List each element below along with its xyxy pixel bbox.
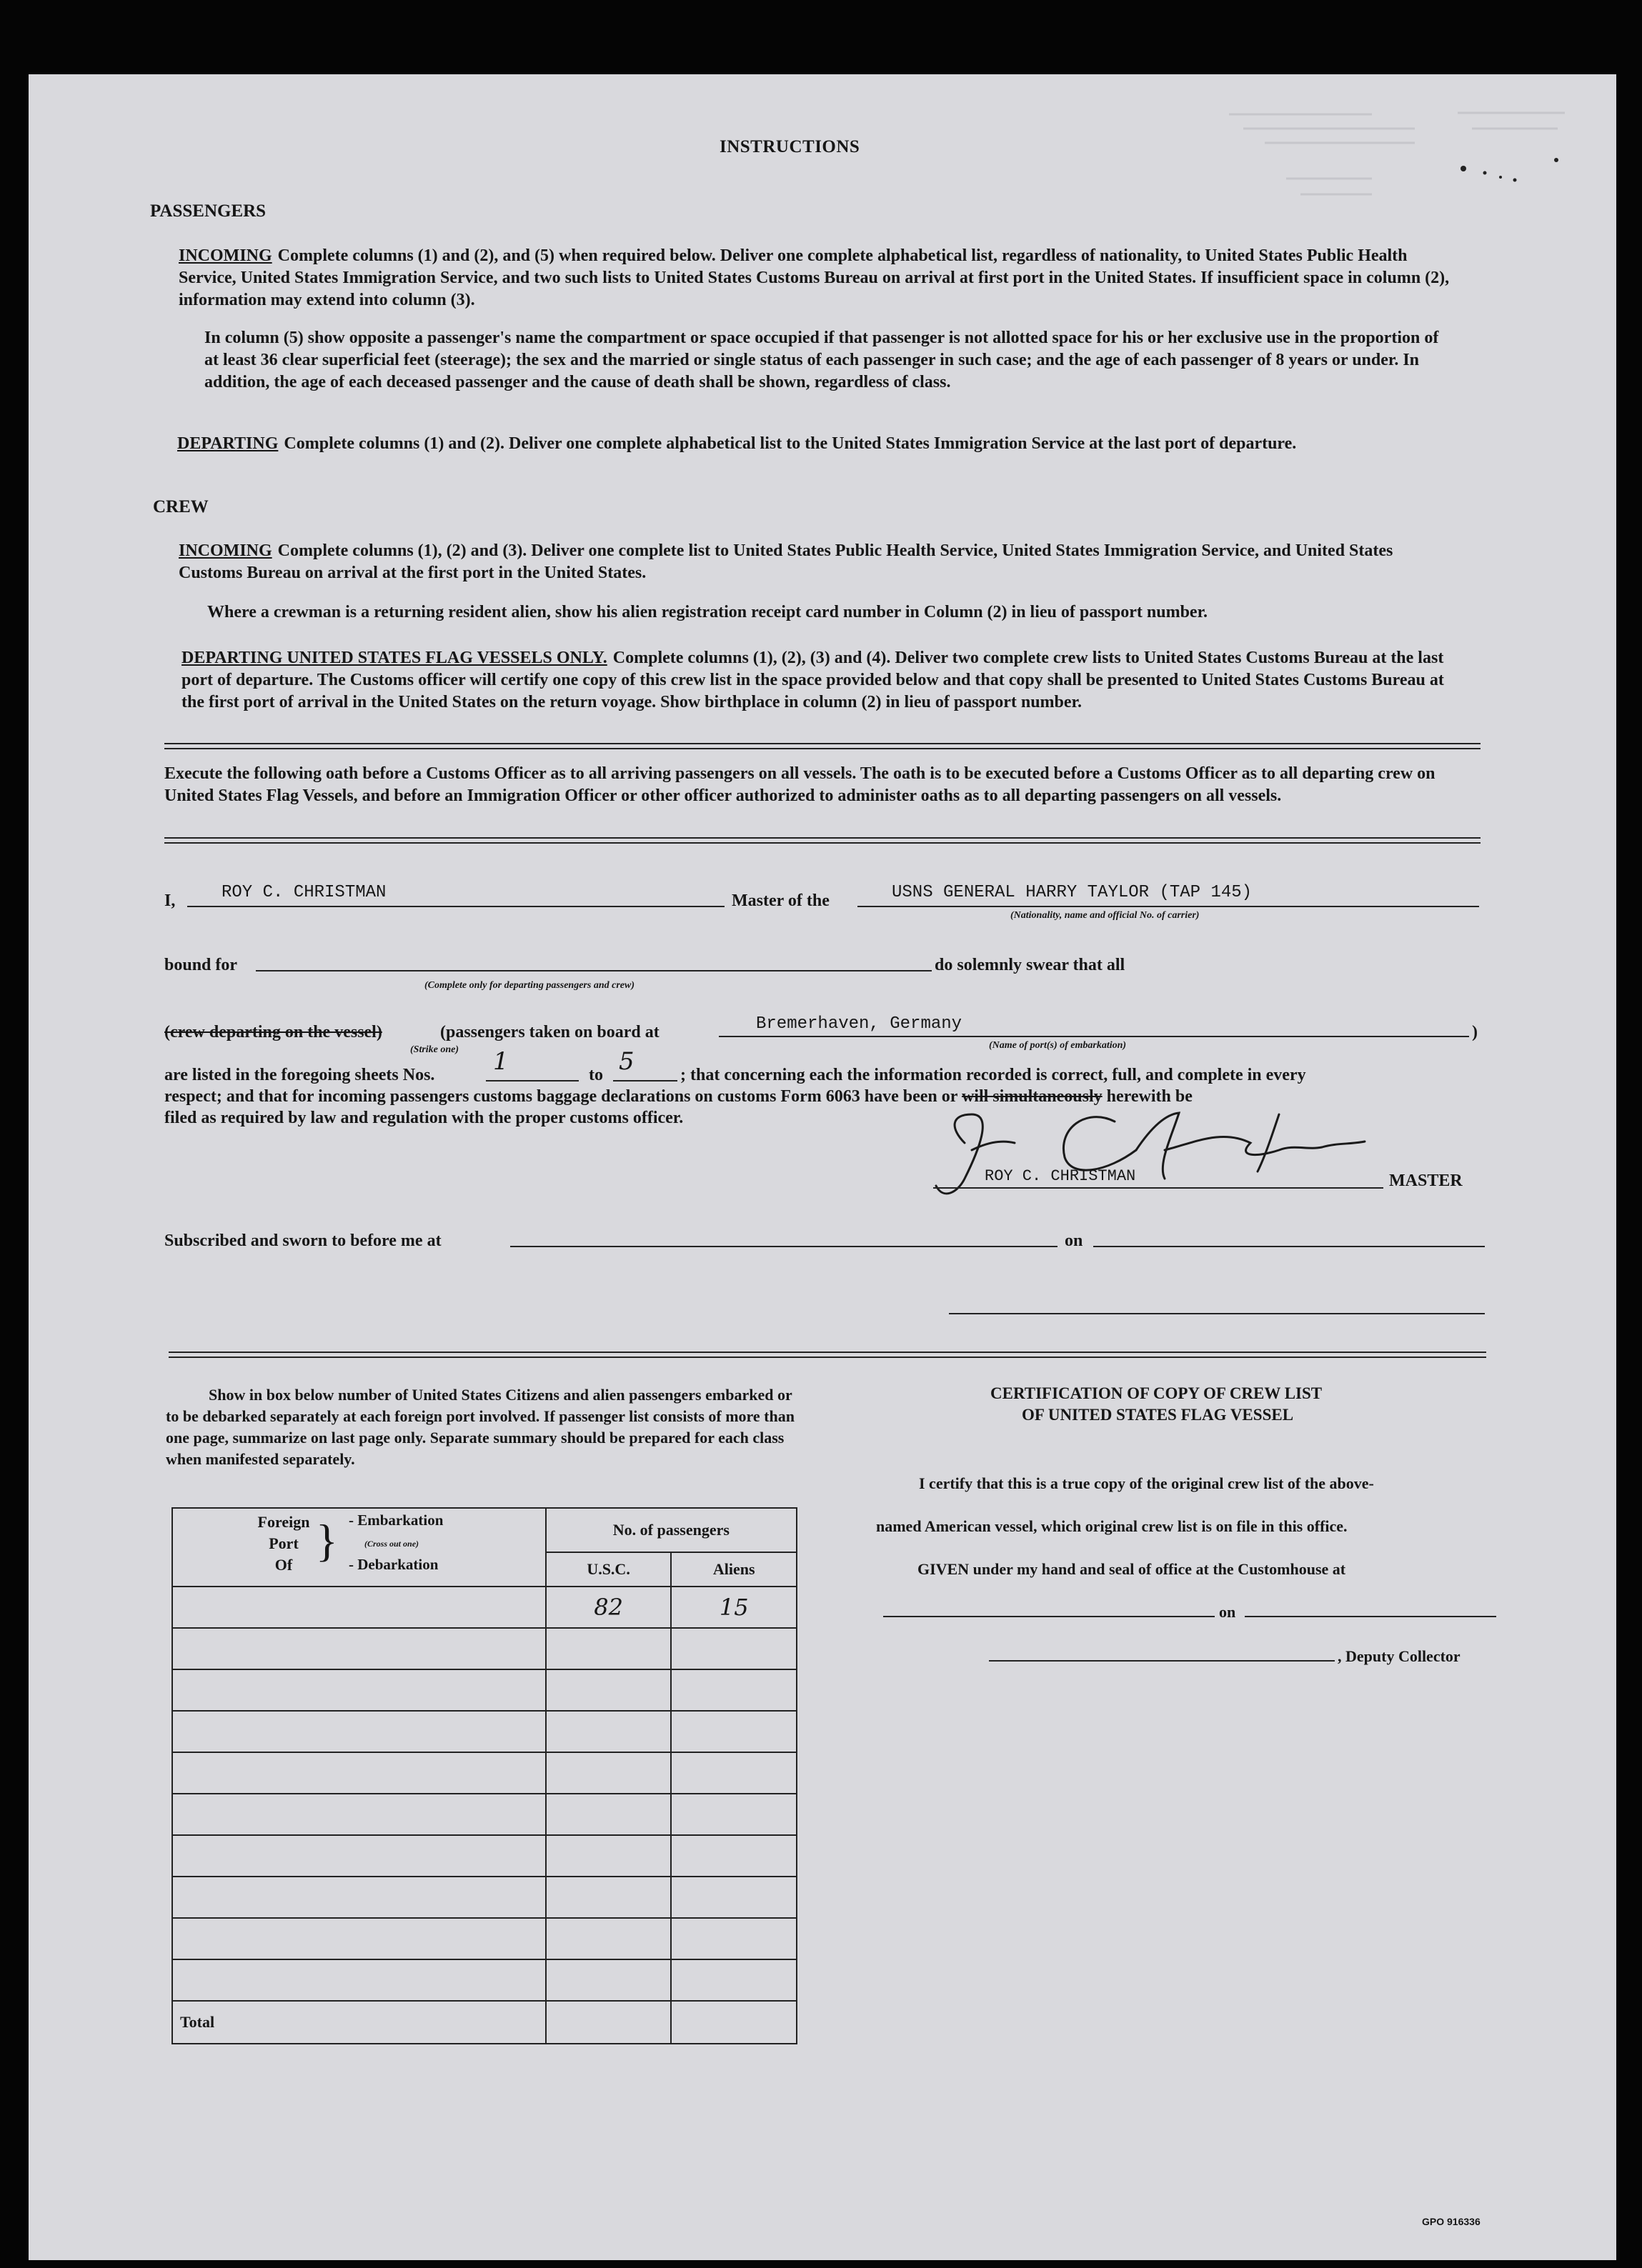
total-usc-cell[interactable]: [546, 2001, 672, 2044]
passengers-departing-text: Complete columns (1) and (2). Deliver one complete alphabetical list to the United States Immigration Service at the last port of departure.: [284, 434, 1297, 453]
divider-top: [164, 743, 1481, 749]
certification-line-1: I certify that this is a true copy of the original crew list of the above-: [919, 1474, 1374, 1492]
crew-incoming-paragraph: [179, 540, 1458, 584]
aliens-cell[interactable]: 15: [671, 1587, 797, 1628]
passengers-departing-lead: DEPARTING: [177, 434, 279, 453]
passengers-incoming-lead: INCOMING: [179, 246, 272, 265]
page-title: INSTRUCTIONS: [720, 137, 860, 156]
table-row: [172, 1918, 797, 1959]
usc-cell[interactable]: [546, 1918, 672, 1959]
summary-instruction: [166, 1384, 795, 1470]
listed-rest-2: respect; and that for incoming passengers customs baggage declarations on customs Form 6063 have been or: [164, 1087, 957, 1106]
crew-strike-value: (crew departing on the vessel): [164, 1023, 382, 1041]
vessel-line: [857, 906, 1479, 907]
table-row: [172, 1877, 797, 1918]
total-label: Total: [172, 2001, 546, 2044]
signature-typed-name: ROY C. CHRISTMAN: [985, 1167, 1136, 1185]
passengers-heading: PASSENGERS: [150, 201, 267, 221]
port-cell[interactable]: [172, 1877, 546, 1918]
master-label: MASTER: [1389, 1172, 1463, 1190]
table-row: [172, 1587, 797, 1628]
passenger-summary-table: [171, 1507, 797, 2044]
bleed-through-marks: [1200, 100, 1601, 243]
port-cell[interactable]: [172, 1752, 546, 1794]
master-signature: [922, 1100, 1379, 1207]
oath-intro: Execute the following oath before a Customs Officer as to all arriving passengers on all vessels. The oath is to be executed before a Customs Officer as to all departing crew on United States Flag Vessels, and before an Immigration Officer or other officer authorized to administer oaths as to all departing passengers on all vessels.: [164, 764, 1435, 805]
usc-header: U.S.C.: [546, 1552, 672, 1587]
listed-label: are listed in the foregoing sheets Nos.: [164, 1066, 435, 1084]
certification-title-1: CERTIFICATION OF COPY OF CREW LIST: [990, 1384, 1323, 1402]
port-cell[interactable]: [172, 1918, 546, 1959]
port-line: [719, 1036, 1469, 1037]
usc-cell[interactable]: [546, 1752, 672, 1794]
will-struck: will simultaneously: [961, 1087, 1103, 1106]
port-cell[interactable]: [172, 1711, 546, 1752]
aliens-cell[interactable]: [671, 1918, 797, 1959]
port-cell[interactable]: [172, 1959, 546, 2001]
port-field[interactable]: Bremerhaven, Germany: [756, 1014, 962, 1034]
table-row: [172, 1752, 797, 1794]
usc-cell[interactable]: [546, 1628, 672, 1669]
subscribed-place-line[interactable]: [510, 1246, 1058, 1247]
summary-instruction-text: Show in box below number of United States Citizens and alien passengers embarked or to be debarked separately at each foreign port involved. If passenger list consists of more than one page, summarize on last page only. Separate summary should be prepared for each class when manifested separately.: [166, 1386, 795, 1468]
strike-caption: (Strike one): [410, 1044, 459, 1055]
crew-resident-paragraph: Where a crewman is a returning resident alien, show his alien registration receipt card number in Column (2) in lieu of passport number.: [207, 603, 1208, 621]
listed-rest-1: ; that concerning each the information recorded is correct, full, and complete in every: [680, 1066, 1306, 1084]
column5-paragraph: In column (5) show opposite a passenger's name the compartment or space occupied if that passenger is not allotted space for his or her exclusive use in the proportion of at least 36 clear superficial feet (steerage); the sex and the married or single status of each passenger in such case; and the age of each passenger of 8 years or under. In addition, the age of each deceased passenger and the cause of death shall be shown, regardless of class.: [204, 329, 1439, 391]
foreign-port-header: [172, 1508, 546, 1587]
passengers-departing-paragraph: [177, 433, 1458, 455]
table-row: [172, 1835, 797, 1877]
usc-cell[interactable]: [546, 1877, 672, 1918]
usc-cell[interactable]: [546, 1794, 672, 1835]
of-label: Of: [274, 1556, 293, 1574]
aliens-cell[interactable]: [671, 1835, 797, 1877]
signature-line: [933, 1187, 1383, 1189]
aliens-cell[interactable]: [671, 1959, 797, 2001]
crew-heading: CREW: [153, 497, 209, 516]
aliens-cell[interactable]: [671, 1877, 797, 1918]
passengers-incoming-paragraph: [179, 245, 1458, 311]
usc-cell[interactable]: [546, 1835, 672, 1877]
to-label: to: [589, 1066, 603, 1084]
vessel-field[interactable]: USNS GENERAL HARRY TAYLOR (TAP 145): [892, 883, 1253, 902]
i-label: I,: [164, 891, 176, 910]
bound-for-label: bound for: [164, 956, 238, 974]
bound-for-line: [256, 970, 932, 971]
master-name-field[interactable]: ROY C. CHRISTMAN: [222, 883, 387, 902]
port-label: Port: [269, 1534, 299, 1552]
master-of-label: Master of the: [732, 891, 830, 910]
table-row: [172, 1669, 797, 1711]
bound-caption: (Complete only for departing passengers and crew): [424, 980, 635, 991]
crew-strike-text: [164, 1023, 382, 1042]
sheet-to-line: [613, 1080, 677, 1081]
passengers-incoming-text: Complete columns (1) and (2), and (5) when required below. Deliver one complete alphabetical list, regardless of nationality, to United States Public Health Service, United States Immigration Service, and two such lists to United States Customs Bureau on arrival at first port in the United States. If insufficient space in column (2), information may extend into column (3).: [179, 246, 1450, 309]
usc-cell[interactable]: [546, 1959, 672, 2001]
aliens-cell[interactable]: [671, 1794, 797, 1835]
embarkation-label: - Embarkation: [349, 1512, 444, 1529]
port-cell[interactable]: [172, 1835, 546, 1877]
aliens-cell[interactable]: [671, 1628, 797, 1669]
table-header-row: [172, 1508, 797, 1552]
crew-departing-paragraph: [181, 647, 1458, 714]
vessel-caption: (Nationality, name and official No. of carrier): [1010, 910, 1200, 921]
deputy-collector-label: , Deputy Collector: [1338, 1647, 1461, 1665]
port-cell[interactable]: [172, 1628, 546, 1669]
divider-bottom: [169, 1352, 1486, 1358]
table-row: [172, 1628, 797, 1669]
usc-cell[interactable]: [546, 1711, 672, 1752]
sheet-from-field[interactable]: 1: [493, 1047, 509, 1076]
aliens-cell[interactable]: [671, 1669, 797, 1711]
aliens-cell[interactable]: [671, 1711, 797, 1752]
port-cell[interactable]: [172, 1587, 546, 1628]
aliens-cell[interactable]: [671, 1752, 797, 1794]
port-cell[interactable]: [172, 1669, 546, 1711]
usc-cell[interactable]: 82: [546, 1587, 672, 1628]
gpo-code: GPO 916336: [1422, 2216, 1481, 2227]
passengers-taken-label: (passengers taken on board at: [440, 1023, 660, 1041]
certification-line-3: GIVEN under my hand and seal of office at the Customhouse at: [917, 1560, 1346, 1578]
table-total-row: [172, 2001, 797, 2044]
listed-rest-3: herewith be: [1106, 1087, 1193, 1106]
port-caption: (Name of port(s) of embarkation): [989, 1040, 1127, 1051]
subscribed-on-label: on: [1065, 1232, 1083, 1250]
officer-signature-line[interactable]: [949, 1313, 1485, 1314]
swear-label: do solemnly swear that all: [935, 956, 1125, 974]
aliens-header: Aliens: [671, 1552, 797, 1587]
table-row: [172, 1794, 797, 1835]
certification-title-2: OF UNITED STATES FLAG VESSEL: [1022, 1406, 1294, 1424]
crew-incoming-lead: INCOMING: [179, 541, 272, 560]
divider-oath: [164, 837, 1481, 844]
subscribed-label: Subscribed and sworn to before me at: [164, 1232, 442, 1250]
table-row: [172, 1711, 797, 1752]
crew-incoming-text: Complete columns (1), (2) and (3). Deliver one complete list to United States Public Health Service, United States Immigration Service, and United States Customs Bureau on arrival at the first port in the United States.: [179, 541, 1393, 582]
close-paren: ): [1472, 1023, 1478, 1041]
crew-departing-text: Complete columns (1), (2), (3) and (4). Deliver two complete crew lists to United States Customs Bureau at the last port of departure. The Customs officer will certify one copy of this crew list in the space provided below and that copy shall be presented to United States Customs Bureau at the first port of arrival in the United States on the return voyage. Show birthplace in column (2) in lieu of passport number.: [181, 649, 1444, 711]
table-row: [172, 1959, 797, 2001]
total-aliens-cell[interactable]: [671, 2001, 797, 2044]
foreign-label: Foreign: [257, 1513, 310, 1531]
no-of-passengers-header: No. of passengers: [546, 1508, 797, 1552]
usc-cell[interactable]: [546, 1669, 672, 1711]
certification-line-2: named American vessel, which original crew list is on file in this office.: [876, 1517, 1348, 1535]
debarkation-label: - Debarkation: [349, 1556, 439, 1573]
cross-out-caption: (Cross out one): [364, 1539, 419, 1549]
foreign-port-of-label: [252, 1512, 316, 1576]
listed-rest-4: filed as required by law and regulation with the proper customs officer.: [164, 1109, 684, 1127]
master-name-line: [187, 906, 725, 907]
sheet-from-line: [486, 1080, 579, 1081]
certification-place-line[interactable]: [883, 1616, 1215, 1617]
subscribed-date-line[interactable]: [1093, 1246, 1485, 1247]
deputy-collector-line[interactable]: [989, 1660, 1335, 1662]
sheet-to-field[interactable]: 5: [619, 1047, 635, 1076]
crew-departing-lead: DEPARTING UNITED STATES FLAG VESSELS ONLY.: [181, 649, 607, 667]
port-cell[interactable]: [172, 1794, 546, 1835]
brace-icon: }: [316, 1515, 338, 1566]
certification-on-label: on: [1219, 1603, 1236, 1621]
certification-date-line[interactable]: [1245, 1616, 1496, 1617]
